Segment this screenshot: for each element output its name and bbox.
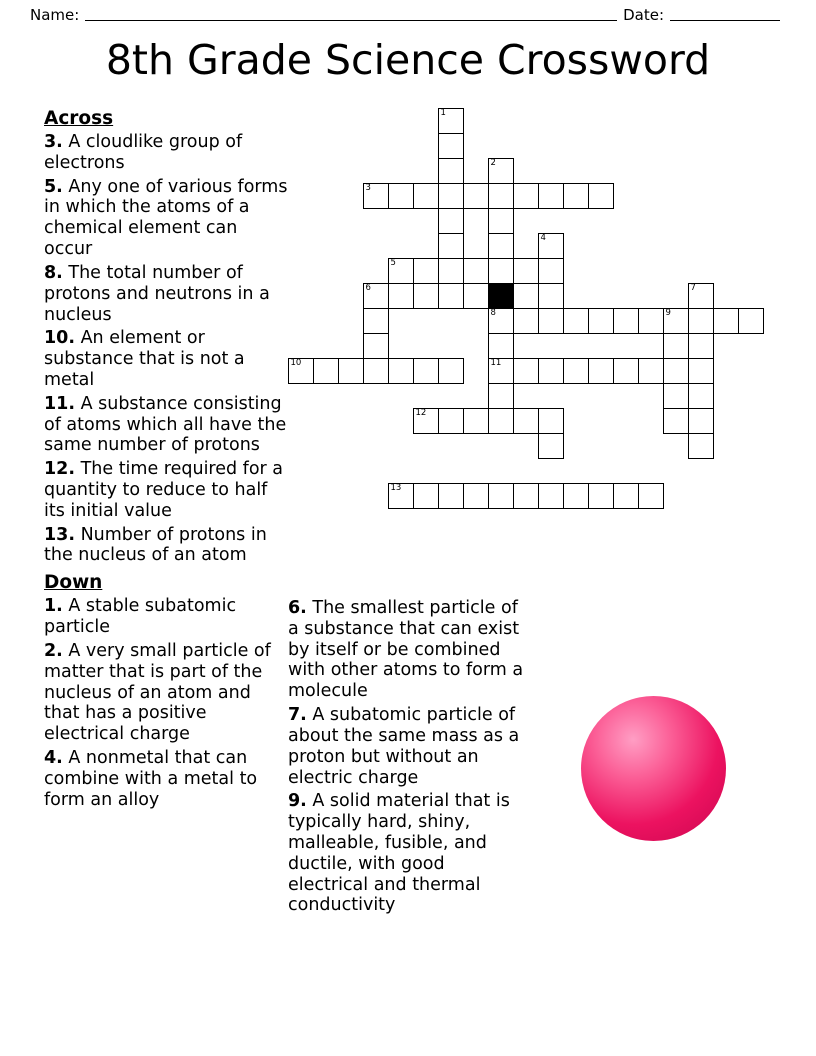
grid-cell[interactable] — [638, 483, 664, 509]
grid-cell[interactable] — [463, 283, 489, 309]
grid-cell[interactable] — [488, 483, 514, 509]
grid-cell[interactable] — [588, 358, 614, 384]
grid-cell[interactable] — [438, 208, 464, 234]
grid-cell[interactable] — [363, 183, 389, 209]
grid-cell-number: 12 — [415, 408, 427, 418]
grid-cell[interactable] — [363, 283, 389, 309]
grid-cell[interactable] — [538, 283, 564, 309]
grid-cell[interactable] — [338, 358, 364, 384]
clue-text: A substance consisting of atoms which all have the same number of protons — [44, 393, 287, 456]
grid-cell[interactable] — [663, 308, 689, 334]
grid-cell[interactable] — [463, 258, 489, 284]
clue-item — [44, 641, 289, 745]
grid-cell[interactable] — [588, 308, 614, 334]
grid-cell[interactable] — [563, 183, 589, 209]
grid-cell[interactable] — [563, 308, 589, 334]
clue-number: 12. — [44, 459, 76, 480]
clue-text: A very small particle of matter that is part of the nucleus of an atom and that has a positive electrical charge — [44, 640, 271, 745]
across-heading: Across — [44, 108, 114, 129]
grid-cell[interactable] — [463, 483, 489, 509]
grid-cell[interactable] — [538, 258, 564, 284]
grid-cell[interactable] — [388, 283, 414, 309]
page-title: 8th Grade Science Crossword — [105, 36, 711, 84]
clue-item — [44, 748, 289, 810]
down-clue-list-part2 — [288, 598, 528, 916]
grid-cell[interactable] — [538, 233, 564, 259]
clue-item — [288, 598, 528, 702]
grid-cell[interactable] — [438, 283, 464, 309]
clue-item — [44, 596, 289, 638]
grid-cell[interactable] — [563, 358, 589, 384]
clue-item — [288, 791, 528, 916]
grid-cell[interactable] — [413, 258, 439, 284]
grid-cell[interactable] — [363, 333, 389, 359]
clue-text: The time required for a quantity to reduce to half its initial value — [44, 459, 284, 521]
grid-cell[interactable] — [713, 308, 739, 334]
decorative-sphere — [581, 696, 726, 841]
grid-cell[interactable] — [388, 183, 414, 209]
grid-cell[interactable] — [413, 483, 439, 509]
grid-cell[interactable] — [513, 358, 539, 384]
grid-cell[interactable] — [313, 358, 339, 384]
grid-cell[interactable] — [363, 308, 389, 334]
grid-cell[interactable] — [663, 358, 689, 384]
clue-text: A cloudlike group of electrons — [44, 132, 243, 173]
grid-cell[interactable] — [663, 383, 689, 409]
grid-cell[interactable] — [488, 208, 514, 234]
grid-cell[interactable] — [538, 183, 564, 209]
grid-cell[interactable] — [438, 483, 464, 509]
grid-cell-number: 4 — [540, 233, 546, 243]
clue-number: 4. — [44, 747, 63, 768]
clue-number: 10. — [44, 328, 76, 349]
grid-cell[interactable] — [513, 308, 539, 334]
clue-number: 11. — [44, 393, 76, 414]
grid-cell[interactable] — [688, 333, 714, 359]
grid-block-cell — [488, 283, 514, 309]
clue-item — [44, 177, 289, 260]
clue-number: 1. — [44, 596, 63, 617]
clue-number: 6. — [288, 598, 307, 618]
grid-cell[interactable] — [363, 358, 389, 384]
grid-cell[interactable] — [513, 183, 539, 209]
grid-cell-number: 3 — [365, 183, 371, 193]
grid-cell[interactable] — [438, 408, 464, 434]
down-clue-list-part1 — [44, 596, 289, 810]
clue-number: 13. — [44, 524, 76, 545]
grid-cell[interactable] — [738, 308, 764, 334]
grid-cell[interactable] — [538, 358, 564, 384]
grid-cell[interactable] — [688, 358, 714, 384]
grid-cell[interactable] — [413, 183, 439, 209]
clue-number: 9. — [288, 791, 307, 812]
grid-cell-number: 6 — [365, 283, 371, 293]
clue-item — [44, 263, 289, 325]
grid-cell[interactable] — [488, 408, 514, 434]
grid-cell[interactable] — [688, 408, 714, 434]
grid-cell[interactable] — [438, 158, 464, 184]
grid-cell-number: 11 — [490, 358, 502, 368]
grid-cell[interactable] — [513, 408, 539, 434]
grid-cell[interactable] — [613, 358, 639, 384]
down-heading: Down — [44, 572, 103, 594]
name-date-line — [30, 0, 786, 24]
grid-cell[interactable] — [388, 483, 414, 509]
grid-cell[interactable] — [488, 333, 514, 359]
grid-cell[interactable] — [488, 383, 514, 409]
grid-cell[interactable] — [413, 408, 439, 434]
grid-cell[interactable] — [488, 258, 514, 284]
grid-cell-number: 2 — [490, 158, 496, 168]
clue-item — [44, 394, 289, 456]
grid-cell[interactable] — [438, 358, 464, 384]
clue-text: A solid material that is typically hard, shiny, malleable, fusible, and ductile, with good electrical and thermal conductivity — [288, 791, 510, 916]
grid-cell[interactable] — [663, 408, 689, 434]
grid-cell[interactable] — [463, 408, 489, 434]
crossword-grid[interactable] — [288, 108, 784, 518]
clue-text: A nonmetal that can combine with a metal to form an alloy — [44, 747, 258, 810]
grid-cell[interactable] — [613, 308, 639, 334]
date-label: Date: — [623, 6, 664, 24]
grid-cell[interactable] — [438, 233, 464, 259]
grid-cell-number: 7 — [690, 283, 696, 293]
grid-cell[interactable] — [463, 183, 489, 209]
grid-cell[interactable] — [488, 158, 514, 184]
clue-item — [44, 132, 289, 174]
clue-item — [288, 705, 528, 788]
grid-cell-number: 9 — [665, 308, 671, 318]
grid-cell[interactable] — [388, 358, 414, 384]
grid-cell[interactable] — [688, 433, 714, 459]
grid-cell[interactable] — [588, 183, 614, 209]
grid-cell[interactable] — [513, 283, 539, 309]
clue-text: A subatomic particle of about the same mass as a proton but without an electric charge — [288, 705, 520, 788]
clue-number: 8. — [44, 262, 63, 283]
clue-text: An element or substance that is not a metal — [44, 328, 245, 390]
clue-text: The smallest particle of a substance that can exist by itself or be combined with other atoms to form a molecule — [288, 598, 524, 702]
grid-cell[interactable] — [488, 183, 514, 209]
clue-text: Number of protons in the nucleus of an atom — [44, 524, 267, 566]
grid-cell[interactable] — [538, 308, 564, 334]
clue-text: Any one of various forms in which the atoms of a chemical element can occur — [44, 176, 288, 260]
grid-cell[interactable] — [488, 233, 514, 259]
grid-cell[interactable] — [638, 308, 664, 334]
clue-number: 7. — [288, 705, 307, 726]
clue-item — [44, 459, 289, 521]
clue-item — [44, 328, 289, 390]
clues-column-middle — [288, 598, 528, 919]
grid-cell[interactable] — [413, 358, 439, 384]
clue-text: A stable subatomic particle — [44, 596, 237, 638]
grid-cell[interactable] — [438, 258, 464, 284]
clue-number: 5. — [44, 176, 63, 197]
grid-cell-number: 13 — [390, 483, 402, 493]
grid-cell[interactable] — [638, 358, 664, 384]
grid-cell[interactable] — [688, 383, 714, 409]
grid-cell-number: 5 — [390, 258, 396, 268]
grid-cell[interactable] — [688, 283, 714, 309]
date-write-line[interactable] — [670, 20, 780, 21]
clue-item — [44, 525, 289, 567]
clues-column-left — [44, 108, 289, 813]
grid-cell[interactable] — [613, 483, 639, 509]
grid-cell[interactable] — [688, 308, 714, 334]
grid-cell[interactable] — [538, 433, 564, 459]
grid-cell[interactable] — [413, 283, 439, 309]
grid-cell[interactable] — [563, 483, 589, 509]
grid-cell[interactable] — [538, 483, 564, 509]
grid-cell[interactable] — [438, 133, 464, 159]
name-label: Name: — [30, 6, 80, 24]
grid-cell[interactable] — [438, 183, 464, 209]
clue-number: 2. — [44, 640, 63, 661]
grid-cell[interactable] — [488, 308, 514, 334]
grid-cell[interactable] — [438, 108, 464, 134]
clue-number: 3. — [44, 132, 63, 152]
grid-cell-number: 10 — [290, 358, 302, 368]
grid-cell-number: 1 — [440, 108, 446, 118]
clue-text: The total number of protons and neutrons in a nucleus — [44, 262, 270, 325]
grid-cell[interactable] — [513, 258, 539, 284]
name-write-line[interactable] — [85, 20, 617, 21]
grid-cell[interactable] — [288, 358, 314, 384]
grid-cell[interactable] — [588, 483, 614, 509]
grid-cell[interactable] — [538, 408, 564, 434]
grid-cell[interactable] — [663, 333, 689, 359]
grid-cell[interactable] — [388, 258, 414, 284]
grid-cell[interactable] — [513, 483, 539, 509]
grid-cell[interactable] — [488, 358, 514, 384]
across-clue-list — [44, 132, 289, 566]
grid-cell-number: 8 — [490, 308, 496, 318]
